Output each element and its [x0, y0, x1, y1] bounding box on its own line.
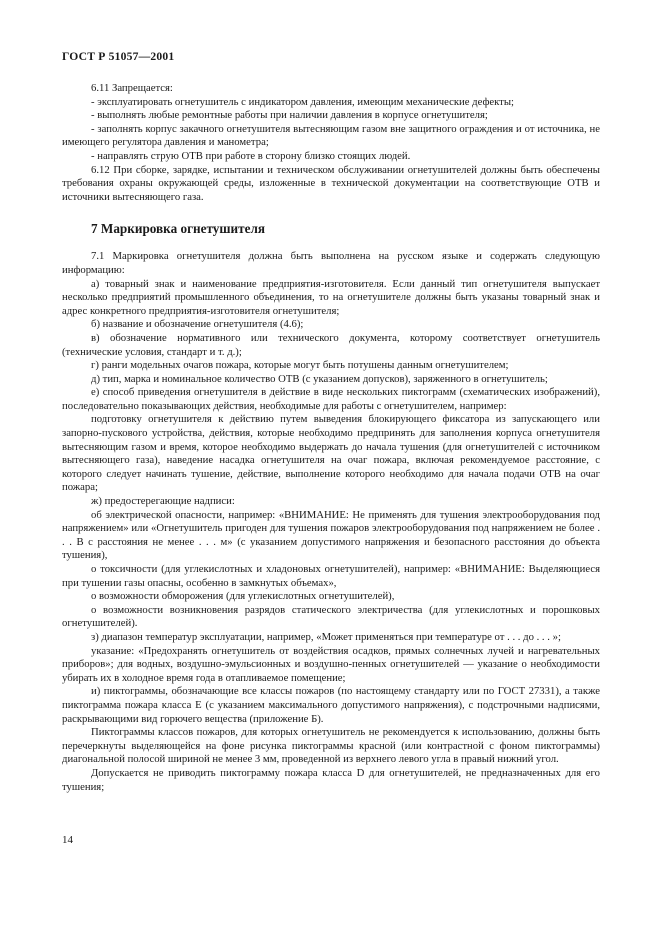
paragraph: о возможности возникновения разрядов статического электричества (для углекислотных и порошковых огнетушителей).: [62, 603, 600, 630]
paragraph: ж) предостерегающие надписи:: [91, 495, 235, 508]
paragraph: и) пиктограммы, обозначающие все классы пожаров (по настоящему стандарту или по ГОСТ 27331), а также пиктограмма пожара класса Е (с указанием максимального допустимого напряжения), с подстрочными надписями, раскрывающими вид горючего вещества (приложение Б).: [62, 685, 600, 725]
paragraph: 7.1 Маркировка огнетушителя должна быть выполнена на русском языке и содержать следующую информацию:: [62, 250, 600, 276]
paragraph: б) название и обозначение огнетушителя (4.6);: [91, 318, 304, 331]
paragraph: з) диапазон температур эксплуатации, например, «Может применяться при температуре от . . . до . . . »;: [91, 630, 561, 643]
paragraph: в) обозначение нормативного или технического документа, которому соответствует огнетушитель (технические условия, стандарт и т. д.);: [62, 331, 600, 358]
paragraph: - выполнять любые ремонтные работы при наличии давления в корпусе огнетушителя;: [91, 109, 488, 122]
paragraph: а) товарный знак и наименование предприятия-изготовителя. Если данный тип огнетушителя выпускает несколько предприятий промышленного объединения, то на огнетушителе должны быть указаны товарный знак и адрес конкретного предприятия-изготовителя огнетушителя;: [62, 277, 600, 317]
paragraph: о возможности обморожения (для углекислотных огнетушителей),: [91, 590, 395, 603]
paragraph: е) способ приведения огнетушителя в действие в виде нескольких пиктограмм (схематических изображений), последовательно показывающих действия, необходимые для работы с огнетушителем, например:: [62, 386, 600, 412]
paragraph: подготовку огнетушителя к действию путем выведения блокирующего фиксатора из запускающего или запорно-пускового устройства, действия, которые необходимо предпринять для заполнения корпуса огнетушителя вытесняющим газом и время, которое необходимо выдержать до начала тушения (для огнетушителей с источником вытесняющего газа), наведение насадка огнетушителя на очаг пожара, включая рекомендуемое расстояние, с которого следует начинать тушение, действие, выполнение которого необходимо для начала подачи ОТВ на очаг пожара;: [62, 413, 600, 494]
paragraph: г) ранги модельных очагов пожара, которые могут быть потушены данным огнетушителем;: [91, 359, 509, 372]
paragraph: об электрической опасности, например: «ВНИМАНИЕ: Не применять для тушения электрооборудования под напряжением» или «Огнетушитель пригоден для тушения пожаров электрооборудования под напряжением не более . . . В с расстояния не менее . . . м» (с указанием допустимого напряжения и безопасного расстояния до объекта тушения),: [62, 508, 600, 562]
page-number: 14: [62, 834, 73, 846]
paragraph: 6.12 При сборке, зарядке, испытании и техническом обслуживании огнетушителей должны быть обеспечены требования охраны окружающей среды, изложенные в технической документации на соответствующие ОТВ и источники вытесняющего газа.: [62, 163, 600, 203]
paragraph: д) тип, марка и номинальное количество ОТВ (с указанием допусков), заряженного в огнетушитель;: [91, 372, 548, 385]
paragraph: - заполнять корпус закачного огнетушителя вытесняющим газом вне защитного ограждения и от источника, не имеющего регулятора давления и манометра;: [62, 122, 600, 149]
paragraph: - направлять струю ОТВ при работе в сторону близко стоящих людей.: [91, 149, 411, 162]
section-heading: 7 Маркировка огнетушителя: [91, 221, 265, 237]
paragraph: о токсичности (для углекислотных и хладоновых огнетушителей), например: «ВНИМАНИЕ: Выделяющиеся при тушении газы опасны, особенно в замкнутых объемах»,: [62, 563, 600, 589]
paragraph: 6.11 Запрещается:: [91, 82, 173, 94]
paragraph: Допускается не приводить пиктограмму пожара класса D для огнетушителей, не предназначенных для его тушения;: [62, 766, 600, 793]
document-body: [62, 82, 600, 794]
paragraph: указание: «Предохранять огнетушитель от воздействия осадков, прямых солнечных лучей и нагревательных приборов»; для водных, воздушно-эмульсионных и воздушно-пенных огнетушителей — указание о необходимости убирать их в холодное время года в отапливаемое помещение;: [62, 644, 600, 684]
document-header: ГОСТ Р 51057—2001: [62, 50, 175, 63]
paragraph: - эксплуатировать огнетушитель с индикатором давления, имеющим механические дефекты;: [91, 95, 514, 108]
paragraph: Пиктограммы классов пожаров, для которых огнетушитель не рекомендуется к использованию, должны быть перечеркнуты выделяющейся на фоне рисунка пиктограммы красной (или контрастной с фоном пиктограммы) диагональной полосой шириной не менее 3 мм, проведенной из верхнего левого угла в правый нижний угол.: [62, 726, 600, 766]
